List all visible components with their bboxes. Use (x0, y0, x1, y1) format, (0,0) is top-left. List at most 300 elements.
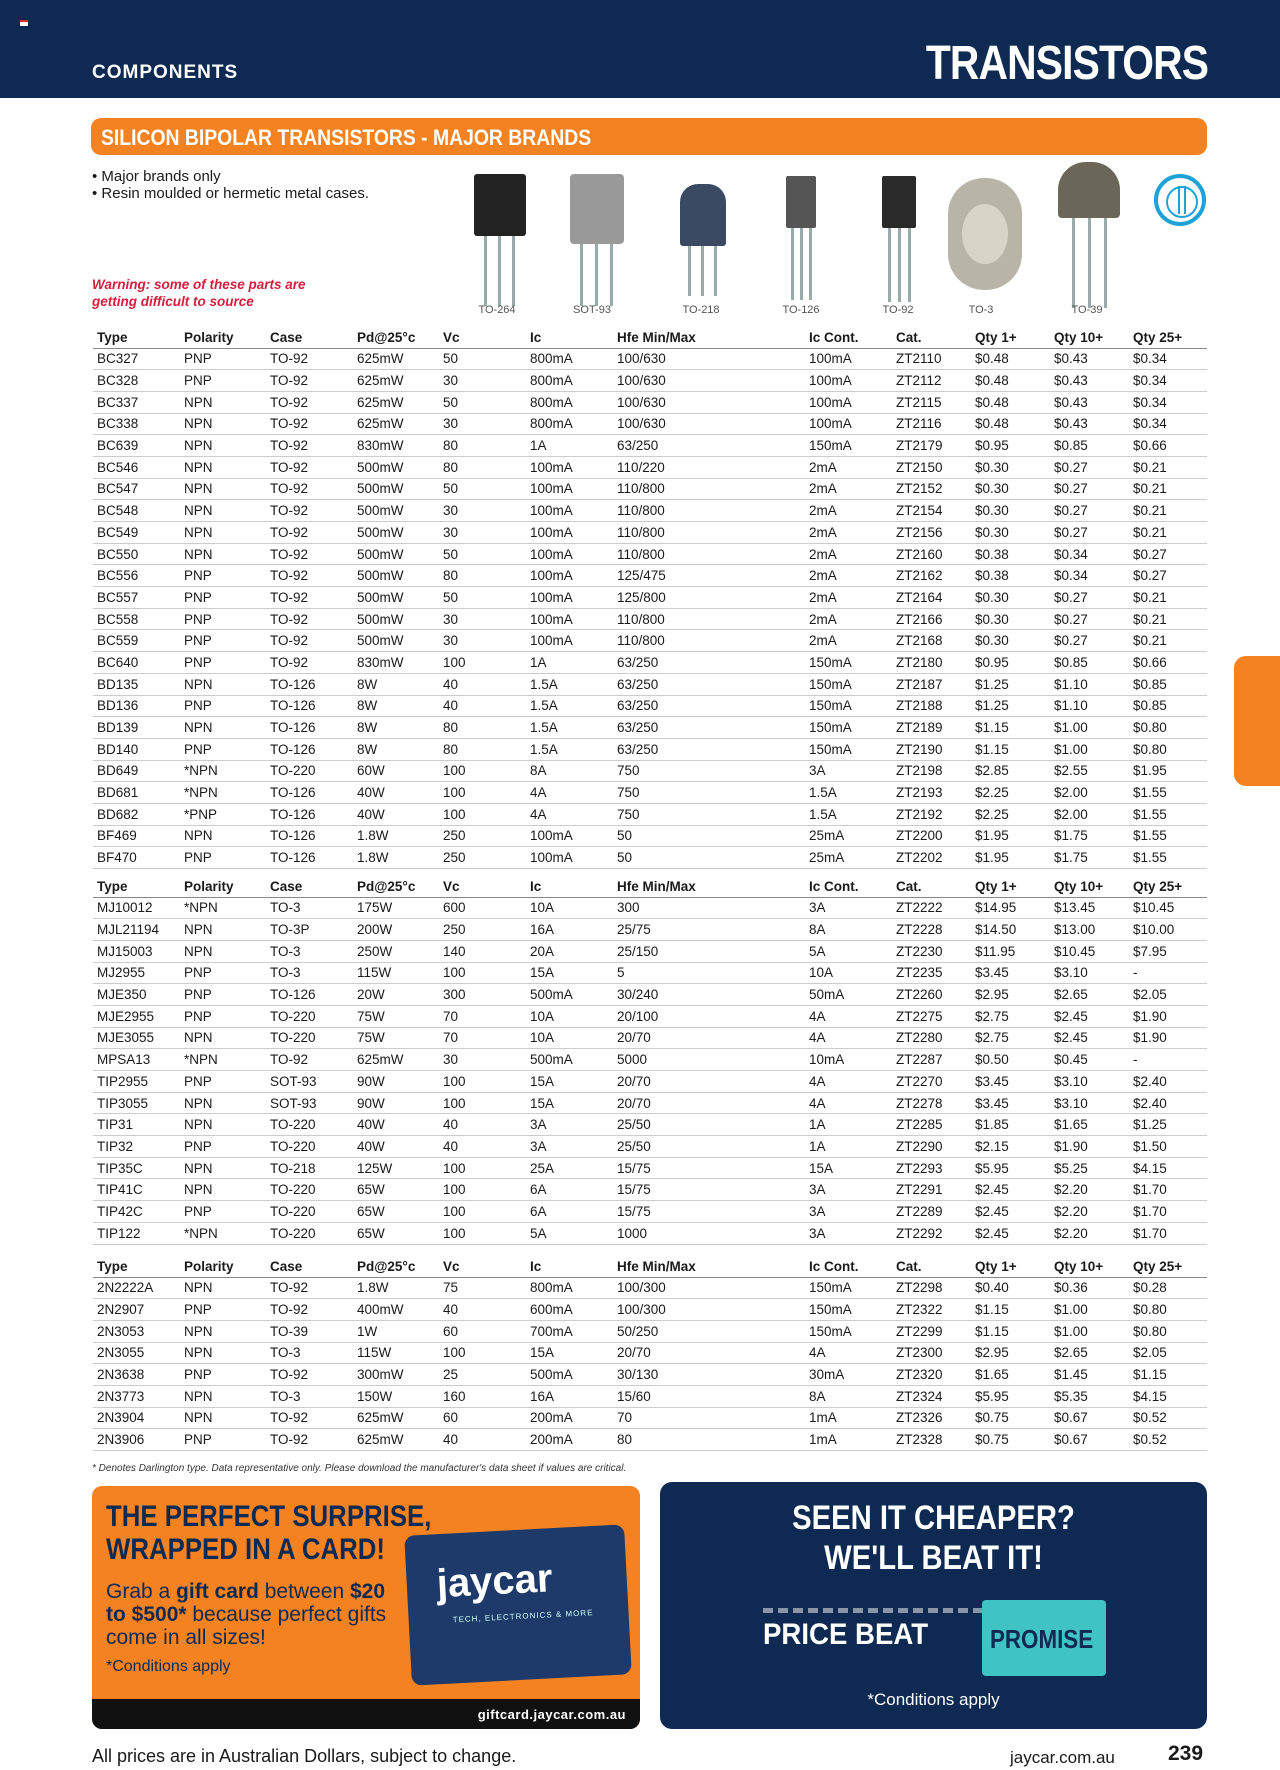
table-cell: TO-220 (266, 1201, 353, 1223)
table-cell: 2mA (805, 608, 892, 630)
table-cell: 30 (439, 413, 526, 435)
table-row (93, 1071, 1207, 1093)
table-cell: $0.48 (971, 413, 1050, 435)
table-cell: 40 (439, 673, 526, 695)
table-cell: PNP (180, 1071, 266, 1093)
table-cell: 625mW (353, 391, 439, 413)
table-cell: $1.70 (1129, 1201, 1207, 1223)
table-cell: 25/150 (613, 940, 805, 962)
table-cell: 30 (439, 608, 526, 630)
table-cell: 40W (353, 1136, 439, 1158)
table-cell: 5A (805, 940, 892, 962)
price-beat-promo[interactable] (660, 1482, 1207, 1729)
table-cell: 2mA (805, 456, 892, 478)
table-cell: ZT2152 (892, 478, 971, 500)
gift-card-image (404, 1524, 632, 1685)
table-cell: TO-3 (266, 962, 353, 984)
table-cell: 60 (439, 1407, 526, 1429)
table-cell: $2.15 (971, 1136, 1050, 1158)
table-cell: PNP (180, 348, 266, 370)
table-cell: $1.55 (1129, 825, 1207, 847)
table-cell: $1.95 (971, 825, 1050, 847)
table-cell: TIP41C (93, 1179, 180, 1201)
table-cell: TO-126 (266, 738, 353, 760)
column-header: Cat. (892, 877, 971, 897)
section-side-tab[interactable] (1234, 656, 1280, 786)
table-cell: 30 (439, 370, 526, 392)
table-cell: NPN (180, 435, 266, 457)
table-cell: ZT2112 (892, 370, 971, 392)
table-cell: NPN (180, 1027, 266, 1049)
table-cell: $0.27 (1050, 630, 1129, 652)
table-cell: 2mA (805, 587, 892, 609)
table-cell: $1.00 (1050, 1299, 1129, 1321)
table-cell: $0.27 (1050, 500, 1129, 522)
column-header: Polarity (180, 328, 266, 348)
table-cell: TO-220 (266, 1179, 353, 1201)
column-header: Qty 25+ (1129, 1257, 1207, 1277)
table-cell: 110/800 (613, 543, 805, 565)
table-cell: $0.27 (1129, 565, 1207, 587)
table-row (93, 630, 1207, 652)
table-cell: TO-220 (266, 1027, 353, 1049)
table-cell: TO-92 (266, 543, 353, 565)
table-row (93, 456, 1207, 478)
table-cell: 625mW (353, 370, 439, 392)
table-cell: 10A (526, 1027, 613, 1049)
table-cell: 1000 (613, 1222, 805, 1244)
table-cell: TO-126 (266, 847, 353, 869)
table-cell: 30 (439, 630, 526, 652)
table-cell: $0.45 (1050, 1049, 1129, 1071)
warning-text: Warning: some of these parts are getting difficult to source (92, 277, 306, 309)
table-cell: 500mW (353, 608, 439, 630)
card-tagline: TECH, ELECTRONICS & MORE (452, 1608, 594, 1625)
table-row (93, 897, 1207, 919)
table-cell: ZT2192 (892, 803, 971, 825)
table-row (93, 695, 1207, 717)
table-cell: NPN (180, 1407, 266, 1429)
table-cell: 50 (439, 348, 526, 370)
table-cell: 16A (526, 919, 613, 941)
gift-title-line: THE PERFECT SURPRISE, (106, 1500, 432, 1533)
table-cell: $0.28 (1129, 1277, 1207, 1299)
table-cell: $3.10 (1050, 962, 1129, 984)
column-header: Ic (526, 328, 613, 348)
table-cell: 110/800 (613, 630, 805, 652)
table-row (93, 803, 1207, 825)
table-cell: NPN (180, 1277, 266, 1299)
table-row (93, 984, 1207, 1006)
table-cell: $1.45 (1050, 1364, 1129, 1386)
text-part: Grab a (106, 1580, 177, 1603)
table-row (93, 543, 1207, 565)
table-cell: $0.48 (971, 391, 1050, 413)
table-cell: $2.95 (971, 984, 1050, 1006)
gift-card-promo[interactable] (92, 1486, 640, 1729)
table-cell: BC639 (93, 435, 180, 457)
table-cell: ZT2298 (892, 1277, 971, 1299)
table-cell: $0.34 (1129, 391, 1207, 413)
table-cell: $14.50 (971, 919, 1050, 941)
table-cell: 1A (805, 1136, 892, 1158)
table-cell: $1.00 (1050, 717, 1129, 739)
table-cell: 50 (439, 543, 526, 565)
table-cell: 1A (805, 1114, 892, 1136)
gift-url-link[interactable]: giftcard.jaycar.com.au (477, 1707, 626, 1722)
table-cell: 2mA (805, 565, 892, 587)
table-cell: BC337 (93, 391, 180, 413)
table-cell: TO-220 (266, 1222, 353, 1244)
table-cell: 400mW (353, 1299, 439, 1321)
table-cell: 40 (439, 1429, 526, 1451)
table-cell: ZT2166 (892, 608, 971, 630)
table-cell: 40 (439, 1136, 526, 1158)
table-cell: ZT2278 (892, 1092, 971, 1114)
table-cell: 16A (526, 1385, 613, 1407)
table-cell: *PNP (180, 803, 266, 825)
table-cell: 600mA (526, 1299, 613, 1321)
table-cell: 20/100 (613, 1005, 805, 1027)
column-header: Qty 1+ (971, 877, 1050, 897)
table-cell: NPN (180, 825, 266, 847)
table-cell: 1A (526, 435, 613, 457)
table-cell: 100 (439, 1201, 526, 1223)
table-cell: 5A (526, 1222, 613, 1244)
table-cell: 300mW (353, 1364, 439, 1386)
table-cell: *NPN (180, 897, 266, 919)
table-cell: $2.05 (1129, 984, 1207, 1006)
table-cell: TO-126 (266, 717, 353, 739)
table-cell: BC559 (93, 630, 180, 652)
table-cell: TO-220 (266, 760, 353, 782)
table-cell: TO-3 (266, 897, 353, 919)
beat-conditions: *Conditions apply (867, 1690, 1000, 1709)
table-cell: TO-126 (266, 803, 353, 825)
table-cell: 10A (526, 1005, 613, 1027)
table-cell: $1.50 (1129, 1136, 1207, 1158)
table-cell: BC327 (93, 348, 180, 370)
column-header: Case (266, 1257, 353, 1277)
table-cell: $2.20 (1050, 1179, 1129, 1201)
table-cell: 625mW (353, 413, 439, 435)
table-cell: 2N3638 (93, 1364, 180, 1386)
table-row (93, 1005, 1207, 1027)
table-cell: $3.45 (971, 962, 1050, 984)
table-cell: $11.95 (971, 940, 1050, 962)
table-cell: $1.85 (971, 1114, 1050, 1136)
table-cell: 2N2907 (93, 1299, 180, 1321)
text-part: because perfect gifts come in all sizes! (106, 1603, 387, 1649)
table-cell: 100mA (526, 587, 613, 609)
table-cell: 1.8W (353, 825, 439, 847)
table-cell: 125/475 (613, 565, 805, 587)
table-cell: $0.67 (1050, 1429, 1129, 1451)
table-cell: MJE3055 (93, 1027, 180, 1049)
table-cell: $1.15 (971, 1299, 1050, 1321)
table-cell: 80 (439, 565, 526, 587)
table-cell: BC550 (93, 543, 180, 565)
table-cell: TIP35C (93, 1157, 180, 1179)
table-cell: 70 (439, 1027, 526, 1049)
table-row (93, 1299, 1207, 1321)
table-cell: 50 (439, 391, 526, 413)
table-cell: - (1129, 962, 1207, 984)
table-cell: ZT2202 (892, 847, 971, 869)
table-cell: MJE350 (93, 984, 180, 1006)
column-header: Cat. (892, 1257, 971, 1277)
table-cell: 30/240 (613, 984, 805, 1006)
table-cell: $2.45 (971, 1201, 1050, 1223)
table-cell: 8A (805, 1385, 892, 1407)
table-row (93, 717, 1207, 739)
table-cell: 100 (439, 1342, 526, 1364)
table-cell: TIP42C (93, 1201, 180, 1223)
table-cell: TO-92 (266, 435, 353, 457)
table-cell: 75W (353, 1005, 439, 1027)
package-label: TO-218 (682, 304, 720, 316)
column-header: Type (93, 1257, 180, 1277)
table-cell: $0.34 (1129, 413, 1207, 435)
table-cell: 20/70 (613, 1342, 805, 1364)
table-cell: $0.30 (971, 456, 1050, 478)
table-cell: 63/250 (613, 717, 805, 739)
table-cell: $13.45 (1050, 897, 1129, 919)
table-cell: 150mA (805, 695, 892, 717)
table-cell: 110/800 (613, 500, 805, 522)
section-title: COMPONENTS (92, 62, 239, 83)
table-cell: ZT2198 (892, 760, 971, 782)
table-cell: 40 (439, 1299, 526, 1321)
table-cell: 150mA (805, 738, 892, 760)
table-cell: 100mA (526, 630, 613, 652)
table-cell: 10A (805, 962, 892, 984)
table-cell: 8W (353, 738, 439, 760)
table-cell: MJ10012 (93, 897, 180, 919)
table-cell: $1.55 (1129, 847, 1207, 869)
page-number: 239 (1168, 1742, 1204, 1765)
table-cell: TO-3 (266, 1385, 353, 1407)
table-cell: 25mA (805, 847, 892, 869)
table-row (93, 348, 1207, 370)
feature-item: • Resin moulded or hermetic metal cases. (92, 185, 370, 202)
table-cell: MJE2955 (93, 1005, 180, 1027)
table-cell: $0.75 (971, 1429, 1050, 1451)
table-cell: $5.25 (1050, 1157, 1129, 1179)
table-cell: 50mA (805, 984, 892, 1006)
table-cell: 80 (439, 717, 526, 739)
table-cell: 160 (439, 1385, 526, 1407)
table-cell: TO-92 (266, 478, 353, 500)
table-cell: ZT2156 (892, 522, 971, 544)
table-cell: 500mA (526, 984, 613, 1006)
table-cell: 3A (805, 760, 892, 782)
table-cell: 600 (439, 897, 526, 919)
table-cell: TO-220 (266, 1136, 353, 1158)
table-cell: 25 (439, 1364, 526, 1386)
table-cell: $5.95 (971, 1157, 1050, 1179)
table-cell: 20/70 (613, 1092, 805, 1114)
table-cell: MJ2955 (93, 962, 180, 984)
table-cell: $0.21 (1129, 608, 1207, 630)
package-label: TO-264 (478, 304, 516, 316)
table-cell: $0.36 (1050, 1277, 1129, 1299)
site-url[interactable]: jaycar.com.au (1010, 1748, 1115, 1767)
table-cell: ZT2326 (892, 1407, 971, 1429)
table-cell: ZT2270 (892, 1071, 971, 1093)
table-cell: 63/250 (613, 695, 805, 717)
table-cell: 20A (526, 940, 613, 962)
table-cell: 625mW (353, 1049, 439, 1071)
table-cell: ZT2188 (892, 695, 971, 717)
table-cell: 4A (805, 1071, 892, 1093)
table-cell: BC640 (93, 652, 180, 674)
table-cell: 25A (526, 1157, 613, 1179)
table-cell: 125/800 (613, 587, 805, 609)
column-header: Vc (439, 877, 526, 897)
table-row (93, 587, 1207, 609)
table-cell: BC556 (93, 565, 180, 587)
table-cell: 1.8W (353, 1277, 439, 1299)
table-cell: TIP31 (93, 1114, 180, 1136)
page-title: TRANSISTORS (925, 37, 1208, 90)
table-cell: $10.45 (1129, 897, 1207, 919)
table-cell: $0.75 (971, 1407, 1050, 1429)
table-cell: BD649 (93, 760, 180, 782)
globe-icon[interactable] (1154, 174, 1206, 226)
table-cell: 25/50 (613, 1114, 805, 1136)
table-cell: PNP (180, 652, 266, 674)
table-cell: 8W (353, 695, 439, 717)
table-cell: $1.95 (971, 847, 1050, 869)
table-cell: $0.30 (971, 608, 1050, 630)
table-cell: 5000 (613, 1049, 805, 1071)
table-cell: $4.15 (1129, 1157, 1207, 1179)
text-part: between (258, 1580, 350, 1603)
table-cell: $1.55 (1129, 803, 1207, 825)
column-header: Case (266, 328, 353, 348)
table-cell: 500mW (353, 587, 439, 609)
table-cell: BD681 (93, 782, 180, 804)
table-cell: TO-126 (266, 825, 353, 847)
table-cell: 300 (613, 897, 805, 919)
table-cell: 15A (526, 962, 613, 984)
table-cell: 75 (439, 1277, 526, 1299)
column-header: Ic Cont. (805, 877, 892, 897)
table-cell: 100 (439, 782, 526, 804)
table-cell: $2.05 (1129, 1342, 1207, 1364)
table-cell: $1.65 (971, 1364, 1050, 1386)
column-header: Pd@25°c (353, 328, 439, 348)
table-row (93, 608, 1207, 630)
table-cell: ZT2280 (892, 1027, 971, 1049)
table-cell: *NPN (180, 1049, 266, 1071)
table-cell: 63/250 (613, 738, 805, 760)
column-header: Vc (439, 1257, 526, 1277)
table-cell: 1.5A (526, 673, 613, 695)
gift-promo-text (106, 1580, 406, 1649)
table-header-row (93, 1257, 1207, 1277)
table-cell: NPN (180, 413, 266, 435)
table-cell: 3A (805, 1222, 892, 1244)
table-cell: $0.30 (971, 500, 1050, 522)
table-cell: NPN (180, 543, 266, 565)
table-cell: $2.75 (971, 1027, 1050, 1049)
table-cell: 100mA (526, 565, 613, 587)
table-cell: ZT2200 (892, 825, 971, 847)
spec-table-mj-tip (93, 877, 1207, 1245)
table-cell: 65W (353, 1179, 439, 1201)
table-cell: 150mA (805, 652, 892, 674)
table-row (93, 919, 1207, 941)
table-cell: TO-126 (266, 984, 353, 1006)
table-cell: NPN (180, 500, 266, 522)
table-cell: TIP2955 (93, 1071, 180, 1093)
table-cell: $4.15 (1129, 1385, 1207, 1407)
table-cell: $1.15 (971, 717, 1050, 739)
table-cell: $2.45 (971, 1222, 1050, 1244)
table-cell: ZT2328 (892, 1429, 971, 1451)
table-cell: ZT2292 (892, 1222, 971, 1244)
table-cell: ZT2154 (892, 500, 971, 522)
table-cell: ZT2291 (892, 1179, 971, 1201)
table-cell: BF470 (93, 847, 180, 869)
table-cell: $10.00 (1129, 919, 1207, 941)
table-cell: ZT2275 (892, 1005, 971, 1027)
table-cell: 2N3904 (93, 1407, 180, 1429)
table-row (93, 1201, 1207, 1223)
table-cell: PNP (180, 962, 266, 984)
table-row (93, 652, 1207, 674)
table-cell: 63/250 (613, 673, 805, 695)
table-cell: TO-92 (266, 587, 353, 609)
table-cell: ZT2324 (892, 1385, 971, 1407)
table-cell: TO-92 (266, 1429, 353, 1451)
table-cell: 40 (439, 1114, 526, 1136)
table-cell: 25/75 (613, 919, 805, 941)
table-cell: TO-220 (266, 1005, 353, 1027)
table-cell: 25mA (805, 825, 892, 847)
table-cell: 2N3053 (93, 1320, 180, 1342)
table-cell: 80 (439, 456, 526, 478)
beat-title-line: SEEN IT CHEAPER? (792, 1499, 1075, 1537)
table-cell: 250 (439, 847, 526, 869)
table-cell: 100/630 (613, 413, 805, 435)
column-header: Type (93, 877, 180, 897)
table-cell: ZT2150 (892, 456, 971, 478)
table-cell: NPN (180, 919, 266, 941)
table-cell: 15A (526, 1342, 613, 1364)
column-header: Polarity (180, 877, 266, 897)
table-cell: $10.45 (1050, 940, 1129, 962)
table-cell: 100mA (526, 847, 613, 869)
column-header: Qty 10+ (1050, 328, 1129, 348)
table-row (93, 1136, 1207, 1158)
table-cell: TO-220 (266, 1114, 353, 1136)
table-cell: 500mA (526, 1049, 613, 1071)
column-header: Pd@25°c (353, 877, 439, 897)
table-cell: BD140 (93, 738, 180, 760)
table-cell: 2mA (805, 522, 892, 544)
table-cell: TO-92 (266, 652, 353, 674)
table-cell: NPN (180, 717, 266, 739)
flag-icon (20, 20, 28, 26)
table-cell: 100/630 (613, 348, 805, 370)
table-cell: SOT-93 (266, 1092, 353, 1114)
table-cell: $0.21 (1129, 500, 1207, 522)
table-cell: 175W (353, 897, 439, 919)
table-cell: $2.65 (1050, 1342, 1129, 1364)
